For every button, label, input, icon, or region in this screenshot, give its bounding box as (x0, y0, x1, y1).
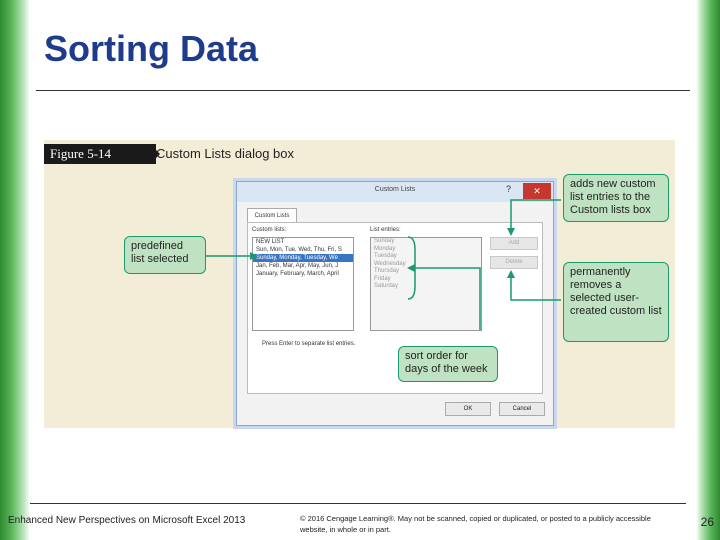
page-number: 26 (700, 515, 714, 529)
dialog-title: Custom Lists (374, 186, 416, 193)
cancel-button[interactable]: Cancel (499, 402, 545, 416)
left-green-bar (0, 0, 30, 540)
list-entry: Tuesday (374, 253, 397, 259)
list-entry: Thursday (374, 268, 400, 274)
connector-sort (415, 268, 480, 330)
help-icon[interactable]: ? (505, 184, 511, 194)
list-item[interactable]: Jan, Feb, Mar, Apr, May, Jun, J (256, 263, 339, 269)
connector-add (511, 200, 561, 228)
custom-lists-label: Custom lists: (252, 227, 287, 233)
arrowhead (250, 252, 258, 260)
list-item[interactable]: Sun, Mon, Tue, Wed, Thu, Fri, S (256, 247, 342, 253)
list-item-selected[interactable]: Sunday, Monday, Tuesday, We (253, 254, 353, 262)
list-item[interactable]: NEW LIST (256, 239, 285, 245)
list-entry: Sunday (374, 238, 395, 244)
callout-adds-new: adds new custom list entries to the Custom lists box (563, 174, 669, 222)
footer-book-title: Enhanced New Perspectives on Microsoft Excel 2013 (8, 515, 246, 526)
arrowhead (407, 264, 415, 272)
figure-panel (44, 140, 675, 428)
right-green-bar (696, 0, 720, 540)
list-entry: Saturday (374, 283, 399, 289)
footer-copyright: © 2016 Cengage Learning®. May not be scanned, copied or duplicated, or posted to a publicly accessible website, in whole or in part. (300, 514, 651, 534)
figure-label: Figure 5-14 (44, 144, 156, 164)
arrowhead (507, 270, 515, 278)
figure-title: Custom Lists dialog box (156, 146, 295, 161)
list-entry: Friday (374, 275, 391, 282)
list-item[interactable]: January, February, March, April (256, 271, 339, 277)
title-divider (36, 90, 690, 91)
callout-sort-order: sort order for days of the week (398, 346, 498, 382)
add-button[interactable]: Add (490, 237, 538, 250)
tab-custom-lists[interactable]: Custom Lists (247, 208, 297, 223)
list-entries-label: List entries: (370, 227, 401, 233)
list-entry: Wednesday (374, 260, 406, 267)
arrowhead (507, 228, 515, 236)
connector-delete (511, 278, 561, 300)
ok-button[interactable]: OK (445, 402, 491, 416)
footer-divider (30, 503, 686, 504)
slide-title: Sorting Data (44, 28, 259, 69)
callout-predefined: predefined list selected (124, 236, 206, 274)
close-button[interactable]: ✕ (523, 183, 551, 199)
callout-permanently-removes: permanently removes a selected user-created custom list (563, 262, 669, 342)
list-entry: Monday (374, 245, 396, 252)
delete-button[interactable]: Delete (490, 256, 538, 269)
separator-hint: Press Enter to separate list entries. (262, 341, 356, 347)
